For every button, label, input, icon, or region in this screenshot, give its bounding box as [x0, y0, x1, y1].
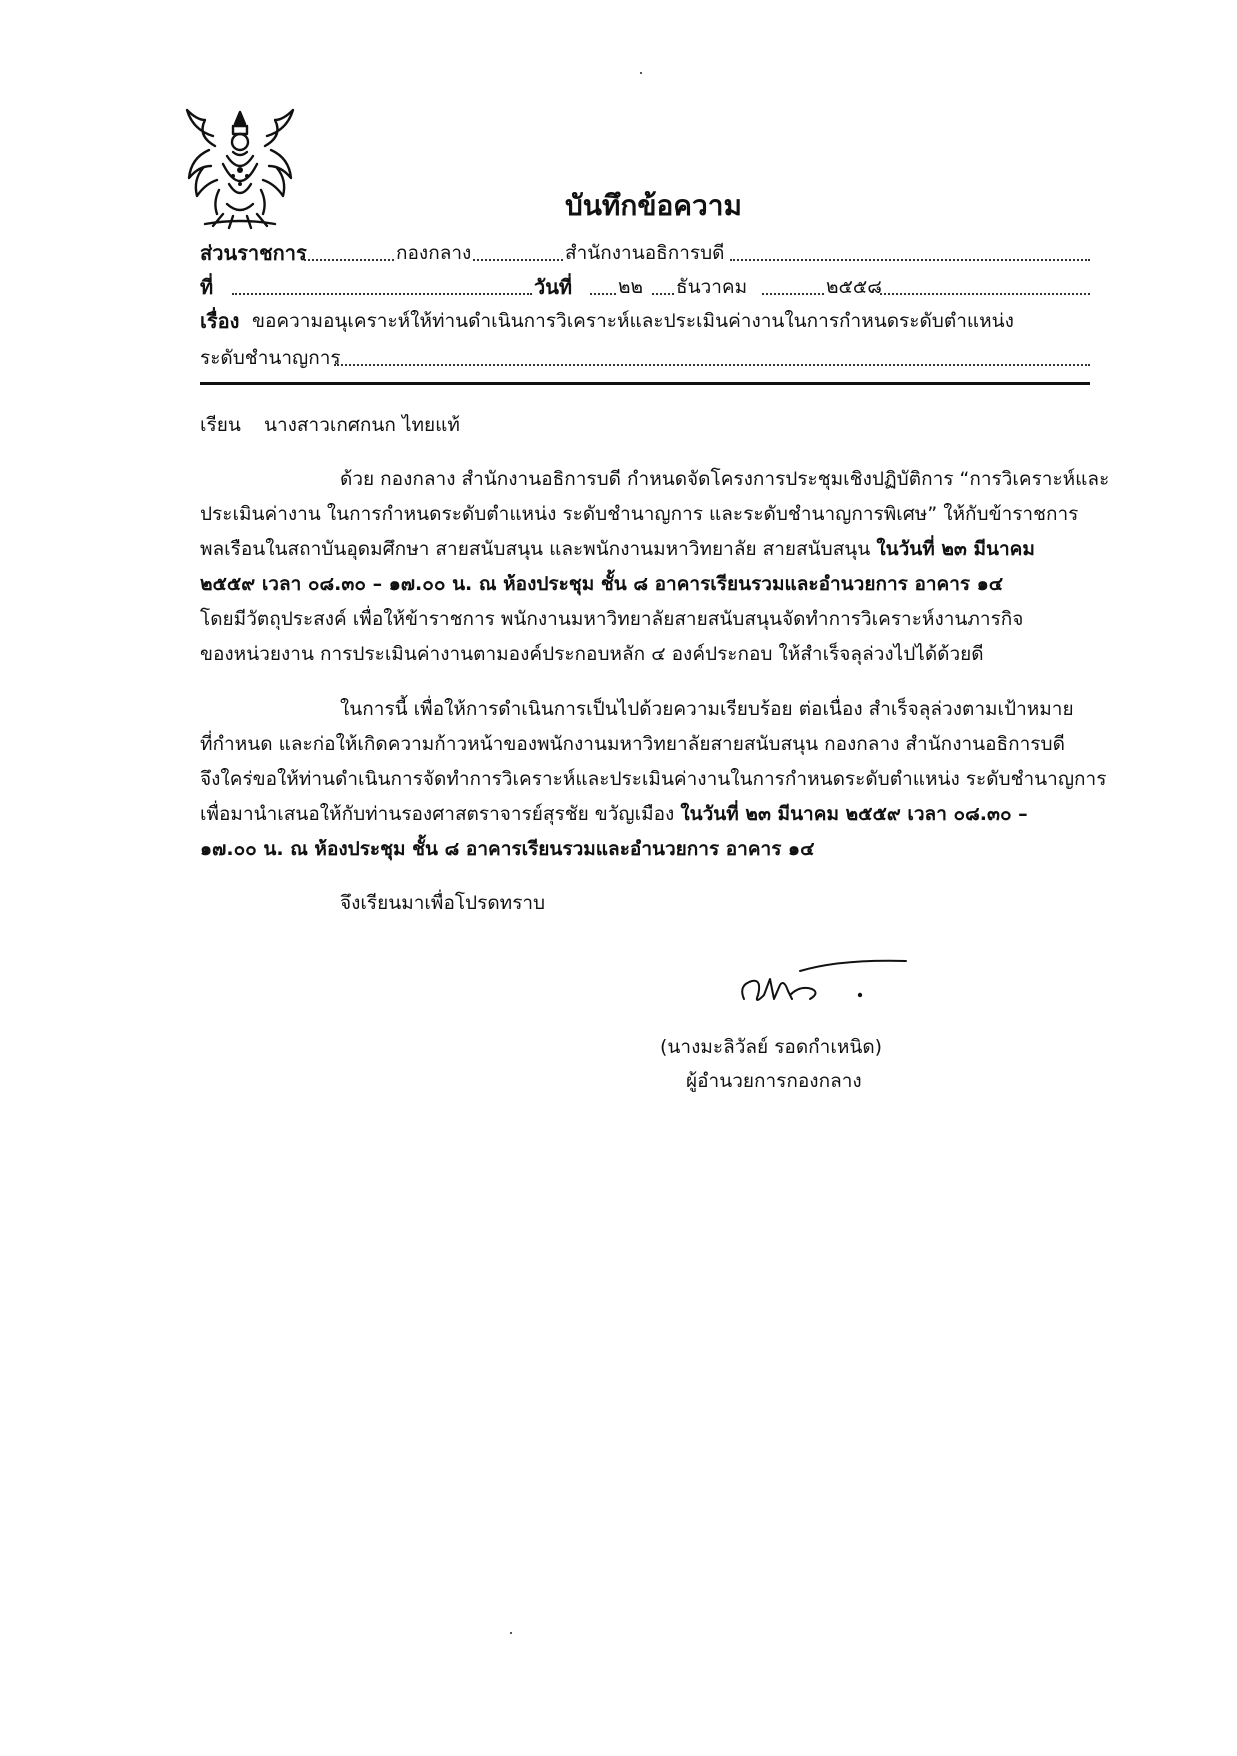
scan-speck — [510, 1632, 512, 1634]
agency-office: สำนักงานอธิการบดี — [565, 242, 725, 264]
dotted-leader — [473, 259, 563, 261]
body-line: จึงใคร่ขอให้ท่านดำเนินการจัดทำการวิเคราะห์และประเมินค่างานในการกำหนดระดับตำแหน่ง ระดับชำนาญการ — [200, 768, 1107, 790]
dotted-leader — [880, 293, 1090, 295]
memo-title: บันทึกข้อความ — [565, 189, 742, 222]
date-day: ๒๒ — [618, 276, 644, 298]
scan-speck — [640, 72, 642, 74]
agency-label: ส่วนราชการ — [200, 241, 307, 265]
subject-line-2: ระดับชำนาญการ — [200, 347, 341, 369]
body-line: โดยมีวัตถุประสงค์ เพื่อให้ข้าราชการ พนักงานมหาวิทยาลัยสายสนับสนุนจัดทำการวิเคราะห์งานภารกิจ — [200, 608, 1024, 630]
dotted-leader — [232, 293, 532, 295]
subject-label: เรื่อง — [200, 309, 240, 333]
body-line: ของหน่วยงาน การประเมินค่างานตามองค์ประกอบหลัก ๔ องค์ประกอบ ให้สำเร็จลุล่วงไปได้ด้วยดี — [200, 643, 984, 665]
subject-line-1: ขอความอนุเคราะห์ให้ท่านดำเนินการวิเคราะห์และประเมินค่างานในการกำหนดระดับตำแหน่ง — [252, 310, 1014, 332]
body-line-bold: ๒๕๕๙ เวลา ๐๘.๓๐ – ๑๗.๐๐ น. ณ ห้องประชุม ชั้น ๘ อาคารเรียนรวมและอำนวยการ อาคาร ๑๔ — [200, 573, 1004, 595]
date-year: ๒๕๕๘ — [826, 276, 882, 298]
body-line-bold: ๑๗.๐๐ น. ณ ห้องประชุม ชั้น ๘ อาคารเรียนรวมและอำนวยการ อาคาร ๑๔ — [200, 838, 815, 860]
dotted-leader — [652, 293, 674, 295]
dotted-leader — [304, 259, 394, 261]
garuda-emblem-icon — [183, 106, 298, 230]
agency-division: กองกลาง — [396, 242, 472, 264]
no-label: ที่ — [200, 275, 214, 299]
dotted-leader — [334, 364, 1090, 366]
dotted-leader — [590, 293, 616, 295]
dotted-leader — [730, 259, 1090, 261]
handwritten-signature — [730, 955, 910, 1015]
signer-name: (นางมะลิวัลย์ รอดกำเหนิด) — [660, 1036, 883, 1058]
signer-position: ผู้อำนวยการกองกลาง — [686, 1070, 862, 1092]
body-line: พลเรือนในสถาบันอุดมศึกษา สายสนับสนุน และพนักงานมหาวิทยาลัย สายสนับสนุน ในวันที่ ๒๓ มีนาคม — [200, 538, 1035, 560]
closing-text: จึงเรียนมาเพื่อโปรดทราบ — [340, 892, 546, 914]
header-divider — [200, 382, 1090, 385]
body-line: ด้วย กองกลาง สำนักงานอธิการบดี กำหนดจัดโครงการประชุมเชิงปฏิบัติการ “การวิเคราะห์และ — [340, 468, 1110, 490]
body-line: ที่กำหนด และก่อให้เกิดความก้าวหน้าของพนักงานมหาวิทยาลัยสายสนับสนุน กองกลาง สำนักงานอธิการบดี — [200, 733, 1065, 755]
date-month: ธันวาคม — [676, 276, 748, 298]
body-line: เพื่อมานำเสนอให้กับท่านรองศาสตราจารย์สุรชัย ขวัญเมือง ในวันที่ ๒๓ มีนาคม ๒๕๕๙ เวลา ๐๘.๓๐ – — [200, 803, 1028, 825]
salutation-name: นางสาวเกศกนก ไทยแท้ — [264, 414, 460, 436]
body-line: ในการนี้ เพื่อให้การดำเนินการเป็นไปด้วยความเรียบร้อย ต่อเนื่อง สำเร็จลุล่วงตามเป้าหมาย — [340, 698, 1074, 720]
salutation-label: เรียน — [200, 414, 241, 436]
body-line: ประเมินค่างาน ในการกำหนดระดับตำแหน่ง ระดับชำนาญการ และระดับชำนาญการพิเศษ” ให้กับข้าราชการ — [200, 503, 1079, 525]
date-label: วันที่ — [534, 275, 573, 299]
dotted-leader — [762, 293, 824, 295]
